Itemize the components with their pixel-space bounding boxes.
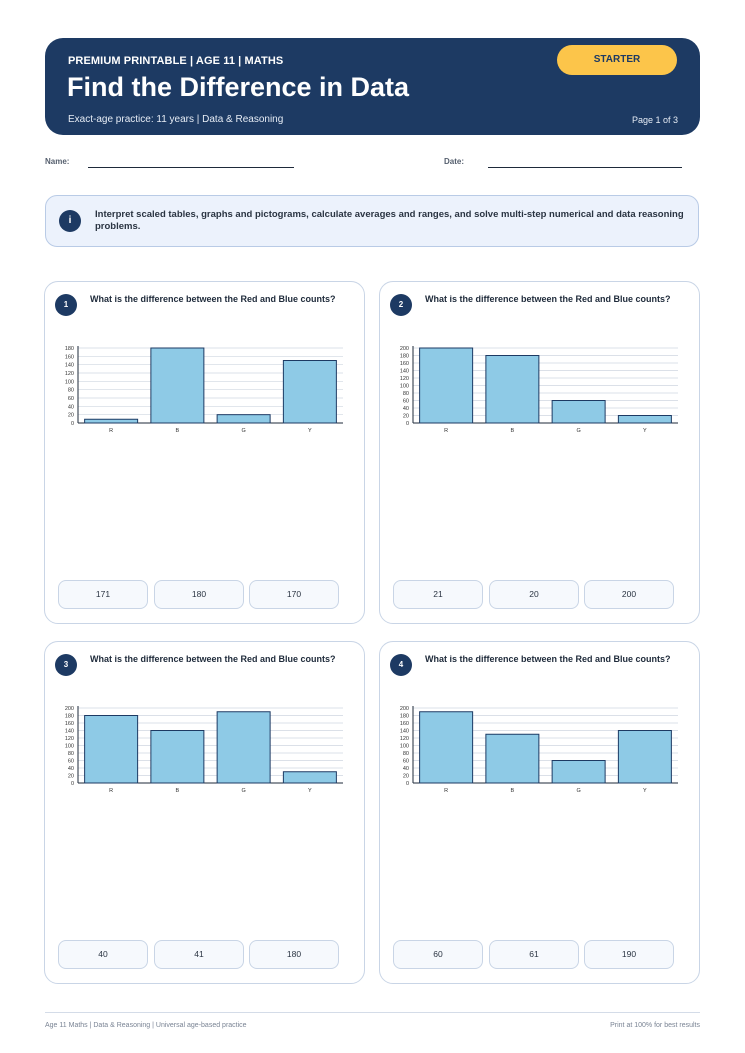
x-tick-label: Y — [308, 428, 312, 434]
answer-option[interactable]: 190 — [584, 940, 674, 969]
y-tick-label: 200 — [400, 706, 409, 712]
y-tick-label: 20 — [402, 413, 409, 420]
y-tick-label: 180 — [400, 713, 409, 720]
y-tick-label: 120 — [400, 736, 409, 742]
page-number: Page 1 of 3 — [631, 115, 678, 125]
y-tick-label: 40 — [402, 766, 409, 772]
y-tick-label: 80 — [67, 387, 74, 394]
y-tick-label: 120 — [400, 376, 409, 382]
header-subtitle: Exact-age practice: 11 years | Data & Reasoning — [68, 114, 284, 125]
x-tick-label: R — [109, 788, 114, 794]
answer-option[interactable]: 21 — [393, 580, 483, 609]
bar-chart — [400, 704, 680, 796]
answer-option[interactable]: 60 — [393, 940, 483, 969]
date-label: Date: — [444, 157, 465, 166]
bar-g — [552, 401, 605, 424]
y-tick-label: 120 — [65, 736, 74, 742]
x-tick-label: G — [241, 428, 246, 434]
y-tick-label: 80 — [67, 751, 74, 757]
bar-b — [486, 356, 539, 424]
x-tick-label: G — [241, 788, 246, 794]
y-tick-label: 0 — [70, 421, 74, 427]
answer-option[interactable]: 20 — [489, 580, 579, 609]
question-number: 2 — [390, 294, 412, 316]
name-line[interactable] — [88, 167, 294, 168]
question-number: 3 — [55, 654, 77, 676]
x-tick-label: R — [444, 428, 449, 434]
y-tick-label: 100 — [65, 379, 74, 386]
y-tick-label: 180 — [65, 713, 74, 720]
y-tick-label: 160 — [400, 721, 409, 727]
question-text: What is the difference between the Red and Blue counts? — [425, 294, 671, 304]
question-card-4 — [379, 641, 700, 984]
bar-r — [85, 419, 138, 423]
y-tick-label: 0 — [70, 781, 74, 787]
y-tick-label: 100 — [400, 383, 409, 390]
answer-option[interactable]: 171 — [58, 580, 148, 609]
info-icon: i — [59, 210, 81, 232]
y-tick-label: 200 — [65, 706, 74, 712]
x-tick-label: B — [510, 428, 515, 434]
bar-b — [486, 734, 539, 783]
y-tick-label: 20 — [67, 773, 74, 780]
y-tick-label: 0 — [405, 421, 409, 427]
question-card-2 — [379, 281, 700, 624]
bar-r — [420, 712, 473, 783]
x-tick-label: R — [109, 428, 114, 434]
y-tick-label: 160 — [65, 721, 74, 727]
x-tick-label: Y — [643, 428, 647, 434]
page-title: Find the Difference in Data — [67, 72, 410, 102]
y-tick-label: 0 — [405, 781, 409, 787]
y-tick-label: 140 — [65, 362, 74, 369]
y-tick-label: 40 — [402, 406, 409, 412]
answer-option[interactable]: 61 — [489, 940, 579, 969]
y-tick-label: 60 — [67, 758, 74, 765]
worksheet-header — [45, 38, 700, 135]
footer-right-text: Print at 100% for best results — [610, 1022, 700, 1029]
bar-y — [618, 416, 671, 424]
bar-y — [283, 772, 336, 783]
question-text: What is the difference between the Red and Blue counts? — [425, 654, 671, 664]
bar-chart — [65, 344, 345, 436]
footer-left-text: Age 11 Maths | Data & Reasoning | Universal age-based practice — [45, 1022, 247, 1029]
question-card-1 — [44, 281, 365, 624]
question-number: 1 — [55, 294, 77, 316]
y-tick-label: 160 — [65, 354, 74, 361]
question-number: 4 — [390, 654, 412, 676]
bar-b — [151, 731, 204, 784]
y-tick-label: 140 — [400, 728, 409, 735]
y-tick-label: 60 — [402, 398, 409, 405]
bar-chart — [65, 704, 345, 796]
x-tick-label: R — [444, 788, 449, 794]
x-tick-label: Y — [643, 788, 647, 794]
bar-chart — [400, 344, 680, 436]
x-tick-label: G — [576, 788, 581, 794]
question-card-3 — [44, 641, 365, 984]
y-tick-label: 80 — [402, 391, 409, 397]
name-label: Name: — [45, 157, 70, 166]
y-tick-label: 100 — [65, 743, 74, 750]
y-tick-label: 100 — [400, 743, 409, 750]
y-tick-label: 40 — [67, 404, 74, 411]
info-text: Interpret scaled tables, graphs and pictograms, calculate averages and ranges, and solve multi-step numerical and data reasoning problems. — [95, 209, 684, 232]
answer-option[interactable]: 200 — [584, 580, 674, 609]
x-tick-label: B — [175, 788, 180, 794]
answer-option[interactable]: 180 — [249, 940, 339, 969]
y-tick-label: 180 — [65, 346, 74, 352]
y-tick-label: 140 — [65, 728, 74, 735]
bar-y — [283, 361, 336, 424]
info-box — [45, 195, 699, 247]
x-tick-label: B — [175, 428, 180, 434]
bar-g — [217, 712, 270, 783]
y-tick-label: 20 — [402, 773, 409, 780]
y-tick-label: 40 — [67, 766, 74, 772]
question-text: What is the difference between the Red and Blue counts? — [90, 294, 336, 304]
y-tick-label: 140 — [400, 368, 409, 375]
x-tick-label: Y — [308, 788, 312, 794]
bar-b — [151, 348, 204, 423]
y-tick-label: 160 — [400, 361, 409, 367]
answer-option[interactable]: 180 — [154, 580, 244, 609]
answer-option[interactable]: 170 — [249, 580, 339, 609]
bar-g — [552, 761, 605, 784]
y-tick-label: 180 — [400, 353, 409, 360]
y-tick-label: 80 — [402, 751, 409, 757]
bar-r — [420, 348, 473, 423]
x-tick-label: G — [576, 428, 581, 434]
y-tick-label: 60 — [402, 758, 409, 765]
answer-option[interactable]: 40 — [58, 940, 148, 969]
bar-r — [85, 716, 138, 784]
answer-option[interactable]: 41 — [154, 940, 244, 969]
y-tick-label: 120 — [65, 371, 74, 377]
date-line[interactable] — [488, 167, 682, 168]
y-tick-label: 60 — [67, 396, 74, 402]
header-kicker: PREMIUM PRINTABLE | AGE 11 | MATHS — [68, 55, 284, 67]
bar-g — [217, 415, 270, 423]
bar-y — [618, 731, 671, 784]
y-tick-label: 200 — [400, 346, 409, 352]
question-text: What is the difference between the Red and Blue counts? — [90, 654, 336, 664]
x-tick-label: B — [510, 788, 515, 794]
y-tick-label: 20 — [67, 412, 74, 419]
level-badge: STARTER — [557, 45, 677, 75]
footer-divider — [45, 1012, 700, 1013]
